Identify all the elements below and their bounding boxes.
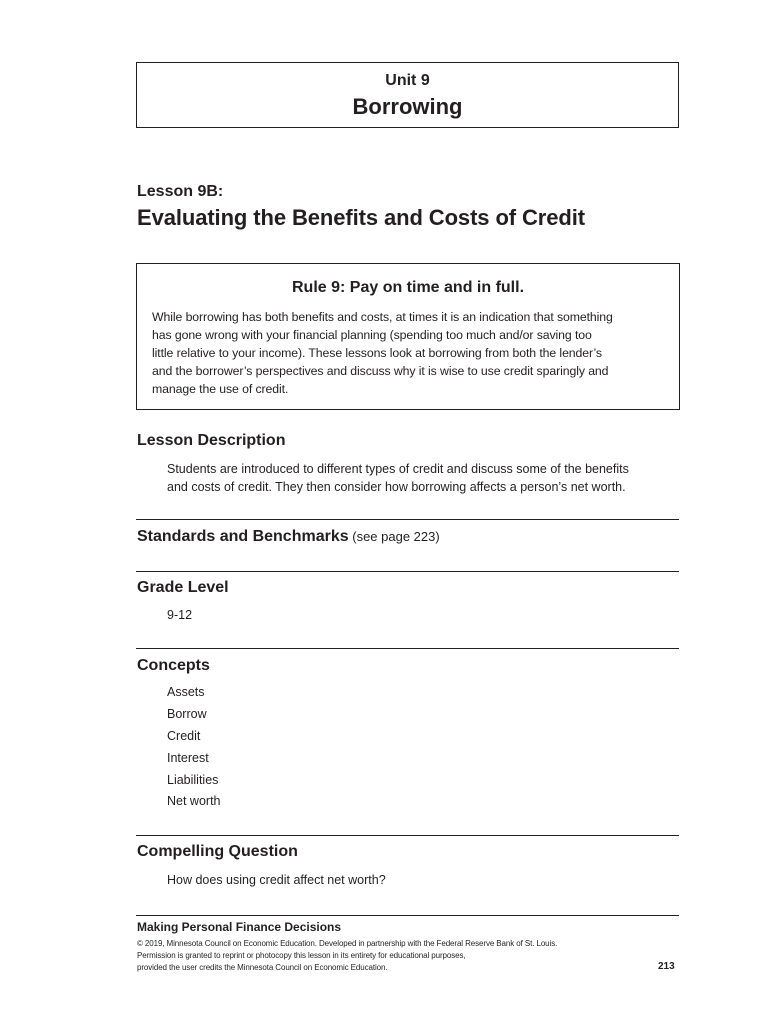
lesson-title: Evaluating the Benefits and Costs of Credit <box>137 205 585 230</box>
unit-header-box <box>136 62 679 128</box>
grade-level-heading: Grade Level <box>137 579 229 596</box>
rule-title: Rule 9: Pay on time and in full. <box>291 279 525 296</box>
section-divider <box>136 571 679 572</box>
section-divider <box>136 519 679 520</box>
lesson-description-line: Students are introduced to different types of credit and discuss some of the benefits <box>167 462 629 476</box>
compelling-question-text: How does using credit affect net worth? <box>167 873 386 887</box>
footer-divider <box>136 915 679 916</box>
footer-copyright: © 2019, Minnesota Council on Economic Education. Developed in partnership with the Federal Reserve Bank of St. Louis. <box>137 939 558 948</box>
rule-box <box>136 263 680 410</box>
section-divider <box>136 648 679 649</box>
lesson-description-text <box>167 460 629 496</box>
concepts-heading: Concepts <box>137 657 210 674</box>
standards-heading-text: Standards and Benchmarks <box>137 528 349 545</box>
concept-item: Credit <box>167 728 201 743</box>
compelling-question-heading: Compelling Question <box>137 843 298 860</box>
unit-label: Unit 9 <box>385 72 430 89</box>
concept-item: Liabilities <box>167 772 219 787</box>
page-number: 213 <box>658 961 675 972</box>
lesson-description-heading: Lesson Description <box>137 432 286 449</box>
lesson-label: Lesson 9B: <box>137 183 224 200</box>
rule-text-line: While borrowing has both benefits and costs, at times it is an indication that something <box>152 310 613 324</box>
concepts-list <box>167 683 221 814</box>
section-divider <box>136 835 679 836</box>
concept-item: Interest <box>167 750 209 765</box>
rule-text-line: has gone wrong with your financial planning (spending too much and/or saving too <box>152 328 592 342</box>
rule-text-line: little relative to your income). These lessons look at borrowing from both the lender’s <box>152 346 602 360</box>
lesson-description-line: and costs of credit. They then consider how borrowing affects a person’s net worth. <box>167 480 626 494</box>
footer-credit: provided the user credits the Minnesota Council on Economic Education. <box>137 963 388 972</box>
concept-item: Borrow <box>167 706 207 721</box>
unit-title: Borrowing <box>352 94 463 119</box>
concept-item: Assets <box>167 685 205 699</box>
standards-page-note: (see page 223) <box>348 529 440 544</box>
grade-level-value: 9-12 <box>167 608 193 622</box>
rule-text-line: and the borrower’s perspectives and discuss why it is wise to use credit sparingly and <box>152 364 609 378</box>
concept-item: Net worth <box>167 794 221 809</box>
footer-title: Making Personal Finance Decisions <box>137 920 342 934</box>
rule-text-line: manage the use of credit. <box>152 382 289 396</box>
standards-heading <box>137 528 440 546</box>
footer-permission: Permission is granted to reprint or photocopy this lesson in its entirety for educational purposes, <box>137 951 466 960</box>
rule-text <box>152 308 672 398</box>
